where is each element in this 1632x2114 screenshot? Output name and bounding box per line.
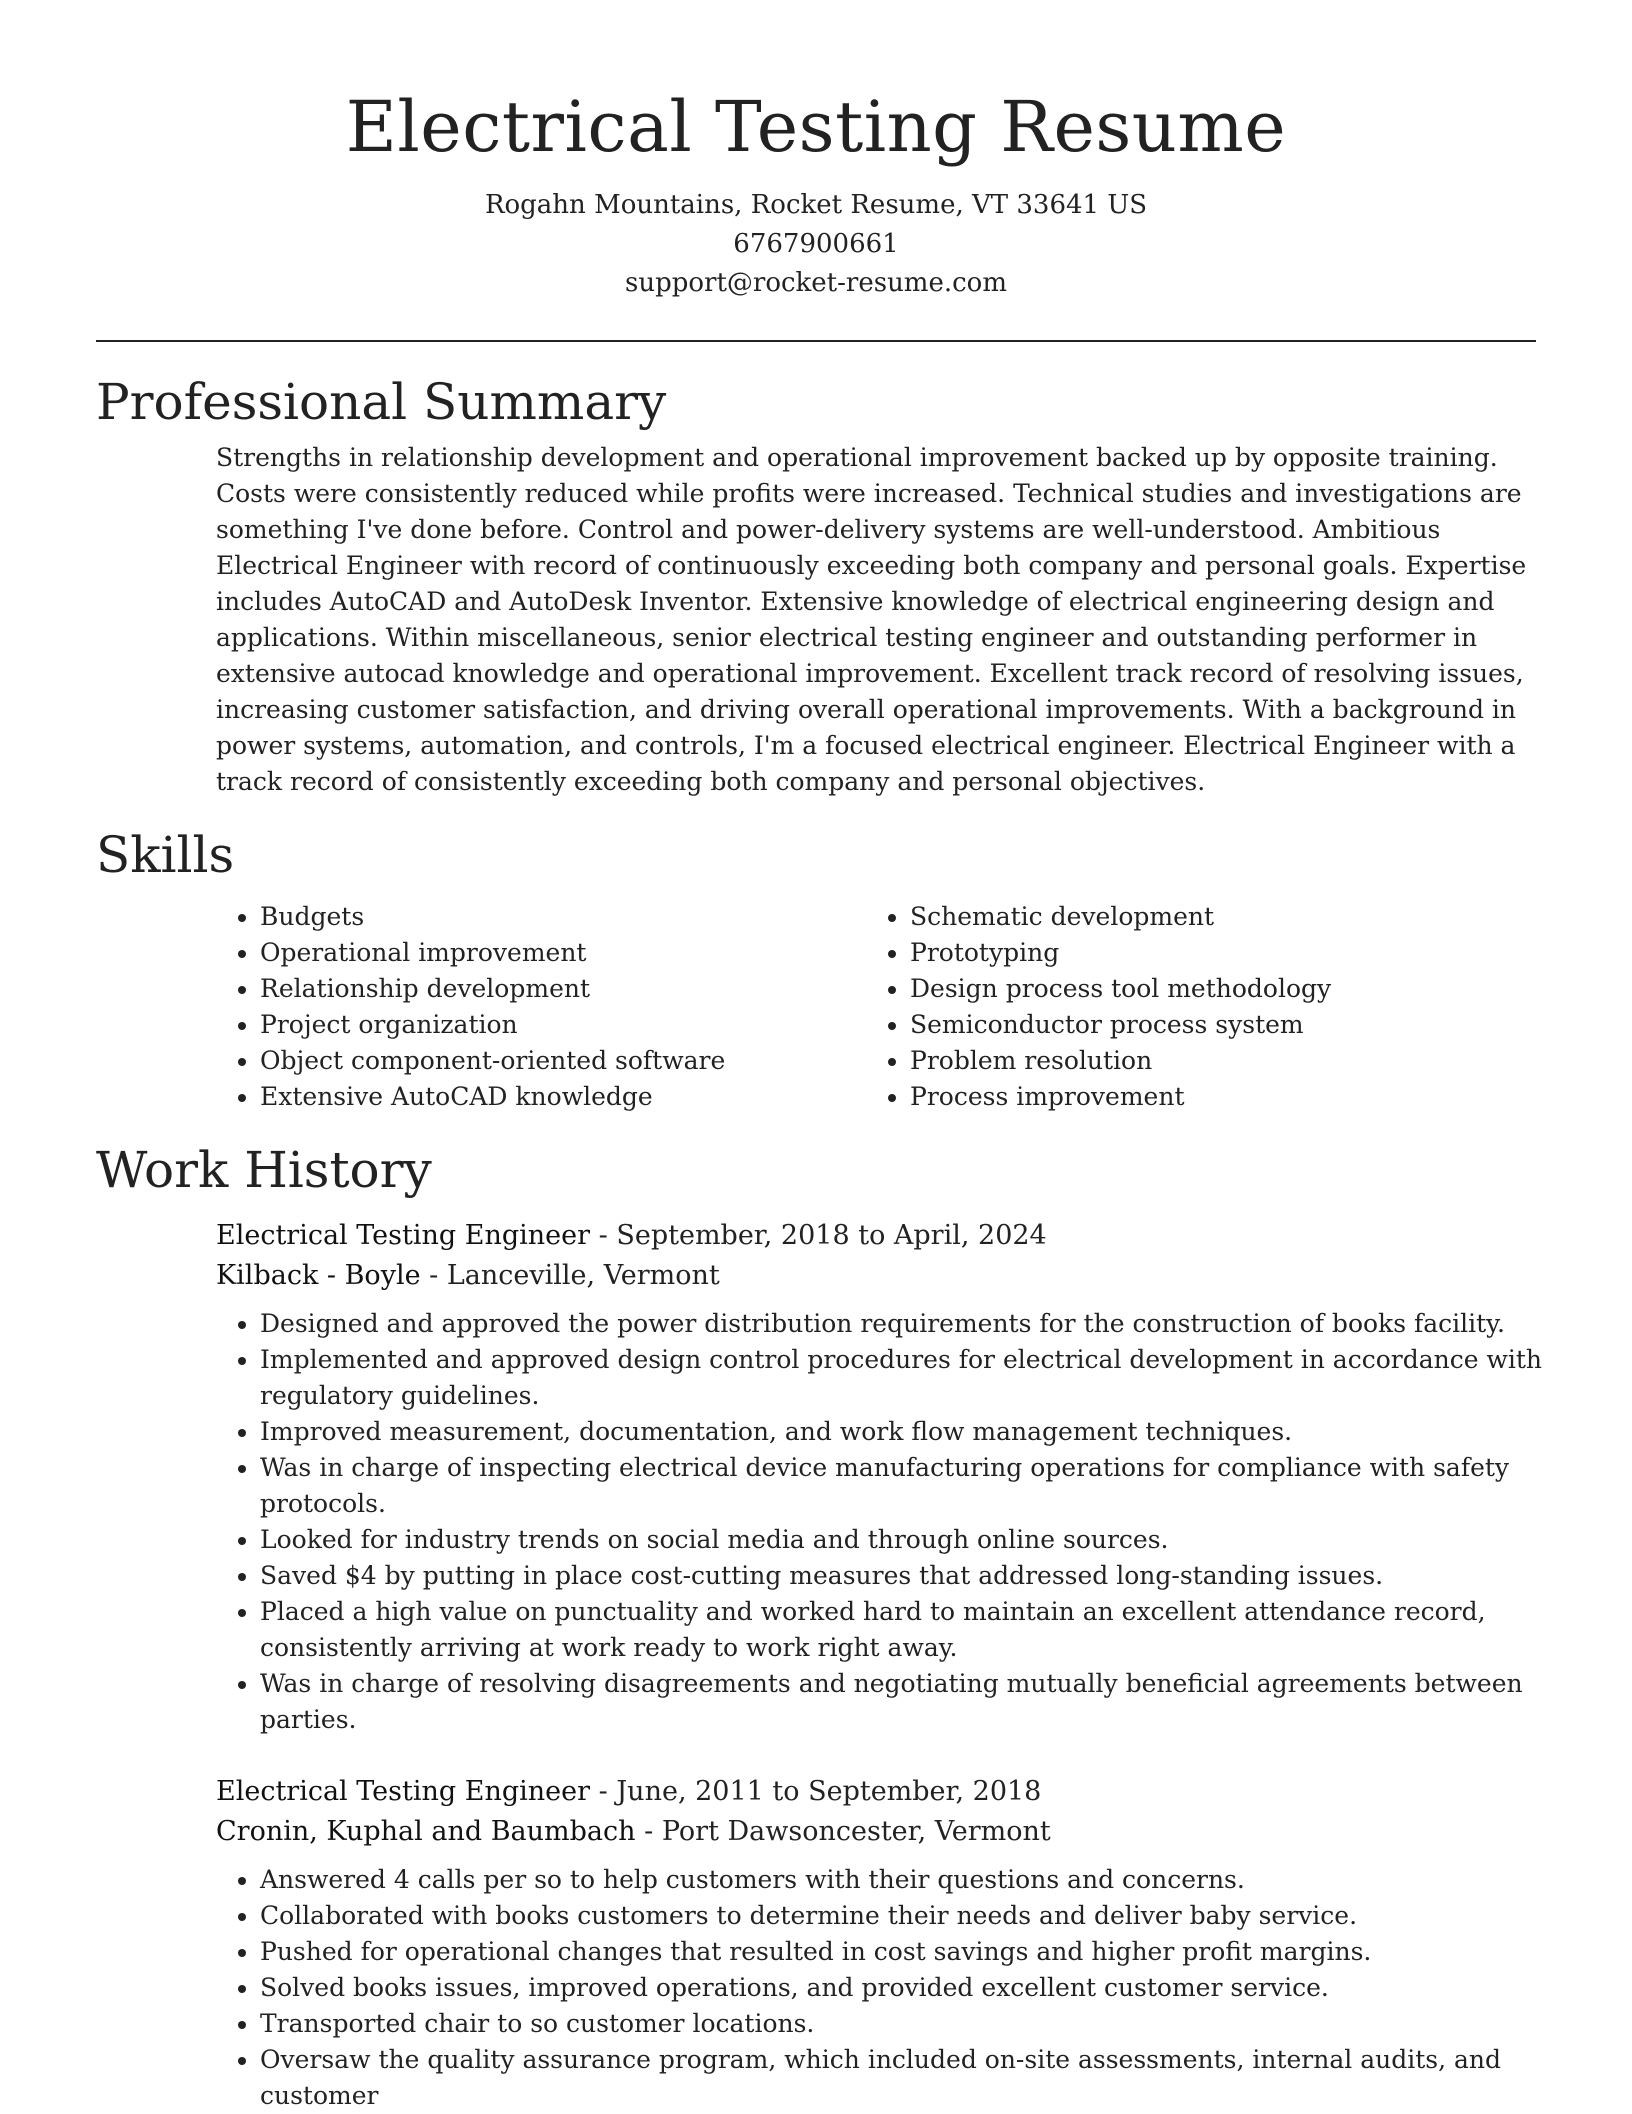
job-location: Port Dawsoncester, Vermont <box>661 1816 1051 1847</box>
contact-phone: 6767900661 <box>733 229 899 259</box>
work-history-section <box>96 1138 1542 2114</box>
professional-summary-section <box>96 370 1536 800</box>
job-bullet: • Was in charge of inspecting electrical device manufacturing operations for compliance with safety protocols. <box>260 1450 1550 1522</box>
summary-paragraph: Strengths in relationship development and operational improvement backed up by opposite training. Costs were consistently reduced while profits were increased. Technical studies and investigations are something I've done before. Control and power-delivery systems are well-understood. Ambitious Electrical Engineer with record of continuously exceeding both company and personal goals. Expertise includes AutoCAD and AutoDesk Inventor. Extensive knowledge of electrical engineering design and applications. Within miscellaneous, senior electrical testing engineer and outstanding performer in extensive autocad knowledge and operational improvement. Excellent track record of resolving issues, increasing customer satisfaction, and driving overall operational improvements. With a background in power systems, automation, and controls, I'm a focused electrical engineer. Electrical Engineer with a track record of consistently exceeding both company and personal objectives. <box>216 443 1527 796</box>
job-bullet: • Designed and approved the power distribution requirements for the construction of books facility. <box>260 1306 1550 1342</box>
job-bullet: • Solved books issues, improved operations, and provided excellent customer service. <box>260 1970 1550 2006</box>
job-bullets <box>216 1862 1550 2114</box>
skill-item: • Process improvement <box>910 1079 1516 1115</box>
section-heading-summary: Professional Summary <box>96 373 667 431</box>
job-company-line <box>216 1812 1536 1852</box>
skills-section <box>96 823 1536 1115</box>
job-bullet: • Looked for industry trends on social media and through online sources. <box>260 1522 1550 1558</box>
job-dates: September, 2018 to April, 2024 <box>616 1220 1047 1251</box>
skills-grid <box>216 899 1536 1115</box>
contact-address: Rogahn Mountains, Rocket Resume, VT 33641 US <box>484 190 1148 220</box>
section-heading-skills: Skills <box>96 826 235 884</box>
job-bullet: • Improved measurement, documentation, and work flow management techniques. <box>260 1414 1550 1450</box>
contact-email: support@rocket-resume.com <box>624 268 1007 298</box>
job-company-line <box>216 1256 1536 1296</box>
job-entry <box>216 1216 1542 1738</box>
resume-page <box>96 0 1542 2114</box>
skill-item: • Extensive AutoCAD knowledge <box>260 1079 866 1115</box>
job-bullet: • Answered 4 calls per so to help customers with their questions and concerns. <box>260 1862 1550 1898</box>
job-bullet: • Collaborated with books customers to determine their needs and deliver baby service. <box>260 1898 1550 1934</box>
job-title-line <box>216 1772 1536 1812</box>
job-dates: June, 2011 to September, 2018 <box>616 1776 1042 1807</box>
job-title-line <box>216 1216 1536 1256</box>
section-heading-work-history: Work History <box>96 1141 432 1199</box>
job-separator: - <box>598 1776 617 1807</box>
job-bullet: • Oversaw the quality assurance program, which included on-site assessments, internal audits, and customer <box>260 2042 1550 2114</box>
skills-list-right <box>866 899 1516 1115</box>
job-bullet: • Was in charge of resolving disagreements and negotiating mutually beneficial agreements between parties. <box>260 1666 1550 1738</box>
skill-item: • Operational improvement <box>260 935 866 971</box>
job-separator: - <box>429 1260 447 1291</box>
skill-item: • Schematic development <box>910 899 1516 935</box>
job-bullets <box>216 1306 1550 1738</box>
contact-block <box>96 186 1536 303</box>
job-bullet: • Saved $4 by putting in place cost-cutting measures that addressed long-standing issues. <box>260 1558 1550 1594</box>
skills-list-left <box>216 899 866 1115</box>
skill-item: • Project organization <box>260 1007 866 1043</box>
job-title: Electrical Testing Engineer <box>216 1220 591 1251</box>
skill-item: • Object component-oriented software <box>260 1043 866 1079</box>
header-divider <box>96 340 1536 342</box>
job-separator: - <box>644 1816 662 1847</box>
resume-title: Electrical Testing Resume <box>345 86 1287 168</box>
skill-item: • Relationship development <box>260 971 866 1007</box>
skill-item: • Semiconductor process system <box>910 1007 1516 1043</box>
job-bullet: • Transported chair to so customer locations. <box>260 2006 1550 2042</box>
job-title: Electrical Testing Engineer <box>216 1776 591 1807</box>
job-bullet: • Placed a high value on punctuality and worked hard to maintain an excellent attendance record, consistently arriving at work ready to work right away. <box>260 1594 1550 1666</box>
skill-item: • Prototyping <box>910 935 1516 971</box>
skill-item: • Design process tool methodology <box>910 971 1516 1007</box>
job-location: Lanceville, Vermont <box>446 1260 720 1291</box>
skill-item: • Problem resolution <box>910 1043 1516 1079</box>
job-company: Kilback - Boyle <box>216 1260 421 1291</box>
skill-item: • Budgets <box>260 899 866 935</box>
job-separator: - <box>598 1220 617 1251</box>
job-entry <box>216 1772 1536 2114</box>
job-bullet: • Implemented and approved design control procedures for electrical development in accordance with regulatory guidelines. <box>260 1342 1550 1414</box>
job-company: Cronin, Kuphal and Baumbach <box>216 1816 636 1847</box>
job-bullet: • Pushed for operational changes that resulted in cost savings and higher profit margins. <box>260 1934 1550 1970</box>
